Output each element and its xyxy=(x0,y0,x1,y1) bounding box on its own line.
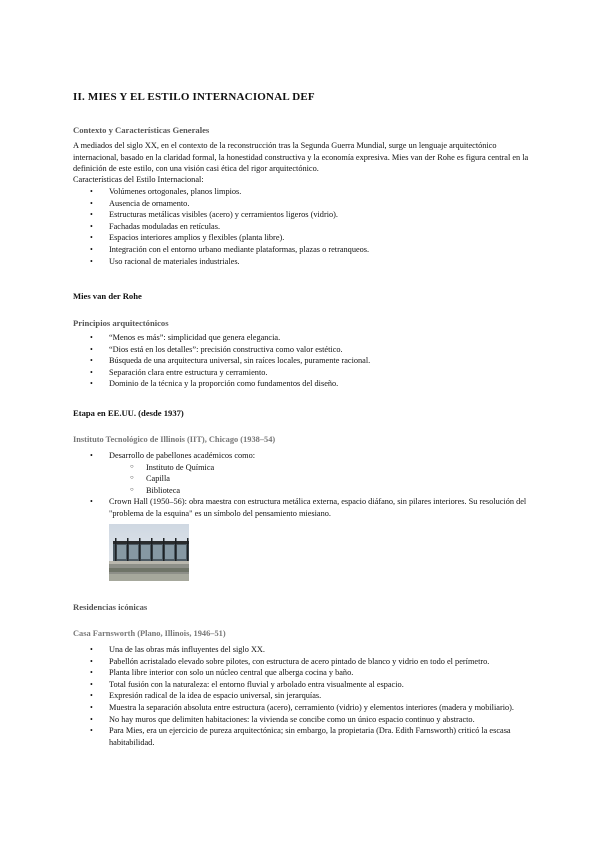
farnsworth-list xyxy=(73,644,531,748)
list-item: • Integración con el entorno urbano mediante plataformas, plazas o retranqueos. xyxy=(73,244,531,256)
residences-heading: Residencias icónicas xyxy=(73,602,148,612)
list-item: • Expresión radical de la idea de espacio universal, sin jerarquías. xyxy=(73,690,531,702)
principles-list xyxy=(73,332,531,390)
features-label: Características del Estilo Internacional: xyxy=(73,175,204,184)
list-item: • “Menos es más”: simplicidad que genera elegancia. xyxy=(73,332,531,344)
list-item: • Espacios interiores amplios y flexibles (planta libre). xyxy=(73,232,531,244)
list-item: • Fachadas moduladas en retículas. xyxy=(73,221,531,233)
list-item: • Para Mies, era un ejercicio de pureza arquitectónica; sin embargo, la propietaria (Dra. Edith Farnsworth) criticó la escasa habitabilidad. xyxy=(73,725,531,748)
crown-hall-image xyxy=(109,524,189,581)
list-item: • Pabellón acristalado elevado sobre pilotes, con estructura de acero pintado de blanco y vidrio en todo el perímetro. xyxy=(73,656,531,668)
list-item: • “Dios está en los detalles”: precisión constructiva como valor estético. xyxy=(73,344,531,356)
list-item: • Muestra la separación absoluta entre estructura (acero), cerramiento (vidrio) y elementos interiores (madera y mobiliario). xyxy=(73,702,531,714)
pavilions-sublist xyxy=(109,462,531,497)
list-item: • Separación clara entre estructura y cerramiento. xyxy=(73,367,531,379)
section-title: II. MIES Y EL ESTILO INTERNACIONAL DEF xyxy=(73,91,315,103)
principles-heading: Principios arquitectónicos xyxy=(73,318,169,328)
list-item: • Uso racional de materiales industriales. xyxy=(73,256,531,268)
list-item: • Volúmenes ortogonales, planos limpios. xyxy=(73,186,531,198)
list-item: • Crown Hall (1950–56): obra maestra con estructura metálica externa, espacio diáfano, sin pilares interiores. Su resolución del "problema de la esquina" es un símbolo del pensamiento miesiano. xyxy=(73,496,531,519)
context-heading: Contexto y Características Generales xyxy=(73,125,210,135)
list-item: • Estructuras metálicas visibles (acero) y cerramientos ligeros (vidrio). xyxy=(73,209,531,221)
iit-heading: Instituto Tecnológico de Illinois (IIT), Chicago (1938–54) xyxy=(73,435,276,444)
sublist-item: ○ Instituto de Química xyxy=(109,462,531,474)
list-item: • Planta libre interior con solo un núcleo central que alberga cocina y baño. xyxy=(73,667,531,679)
iit-list xyxy=(73,450,531,520)
list-item: • No hay muros que delimiten habitaciones: la vivienda se concibe como un único espacio continuo y abstracto. xyxy=(73,714,531,726)
list-item: • Dominio de la técnica y la proporción como fundamentos del diseño. xyxy=(73,378,531,390)
mies-heading: Mies van der Rohe xyxy=(73,291,142,301)
list-item: • Una de las obras más influyentes del siglo XX. xyxy=(73,644,531,656)
list-item: • Total fusión con la naturaleza: el entorno fluvial y arbolado entra visualmente al espacio. xyxy=(73,679,531,691)
farnsworth-heading: Casa Farnsworth (Plano, Illinois, 1946–51) xyxy=(73,629,226,638)
context-paragraph: A mediados del siglo XX, en el contexto de la reconstrucción tras la Segunda Guerra Mundial, surge un lenguaje arquitectónico internacional, basado en la claridad formal, la honestidad constructiva y la economía expresiva. Mies van der Rohe es figura central en la definición de este estilo, con una visión casi ética del rigor arquitectónico. xyxy=(73,141,529,174)
usa-heading: Etapa en EE.UU. (desde 1937) xyxy=(73,408,184,418)
list-item xyxy=(73,450,531,496)
list-item: • Ausencia de ornamento. xyxy=(73,198,531,210)
features-list xyxy=(73,186,531,267)
crown-hall-photo xyxy=(109,524,189,581)
sublist-item: ○ Biblioteca xyxy=(109,485,531,497)
list-item: • Búsqueda de una arquitectura universal, sin raíces locales, puramente racional. xyxy=(73,355,531,367)
pavilions-item: Desarrollo de pabellones académicos como: xyxy=(109,451,256,460)
sublist-item: ○ Capilla xyxy=(109,473,531,485)
